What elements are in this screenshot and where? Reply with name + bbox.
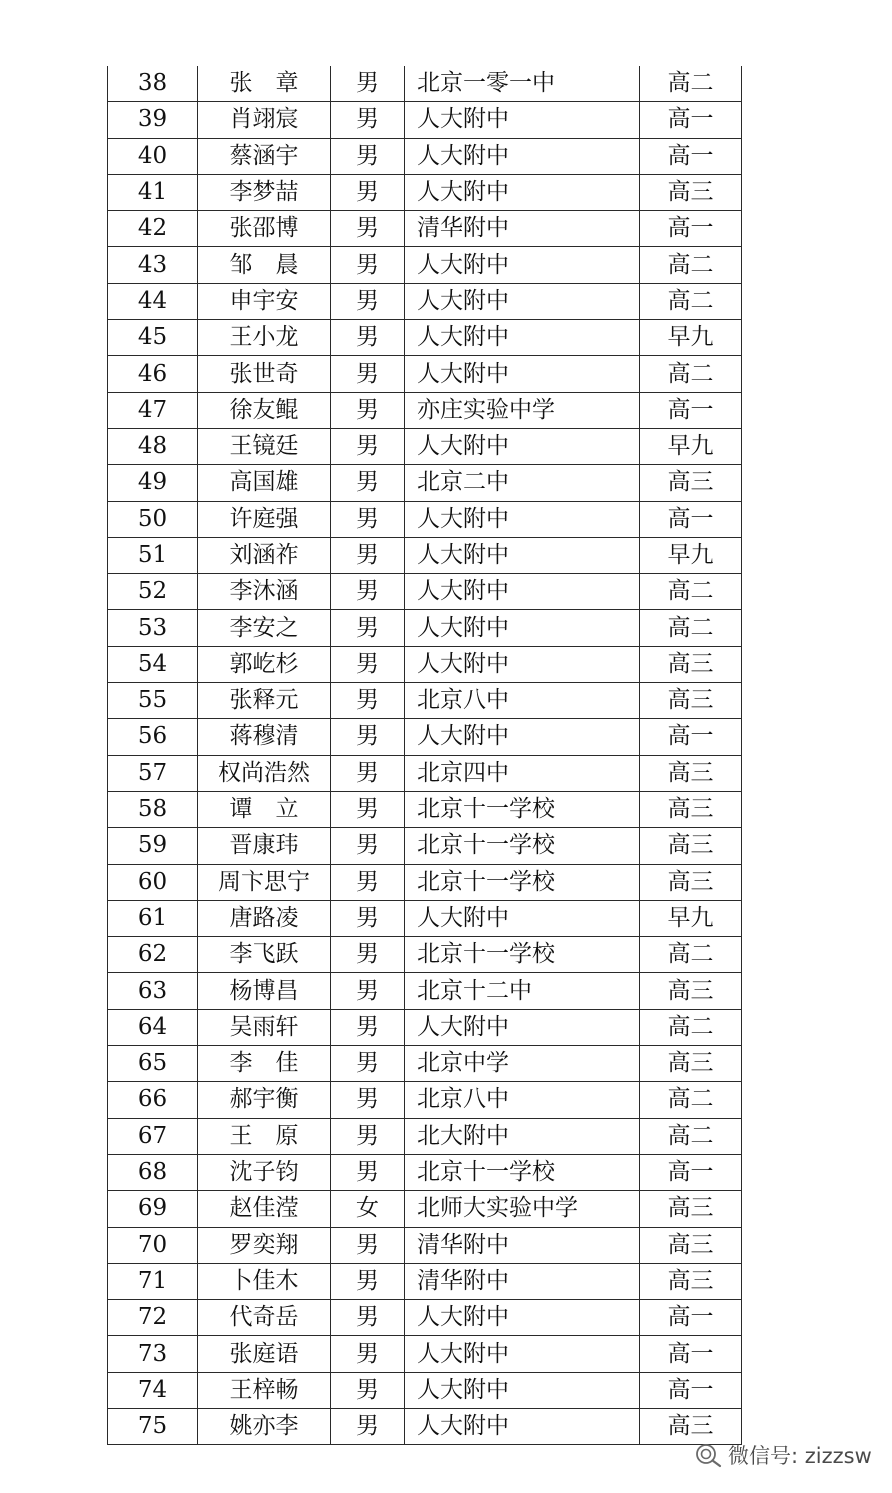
cell-gender: 男: [331, 428, 405, 464]
cell-grade: 高二: [640, 1009, 742, 1045]
cell-school: 北京一零一中: [405, 66, 640, 102]
table-row: [108, 574, 742, 610]
cell-name: 邹 晨: [198, 247, 331, 283]
cell-grade: 高三: [640, 1227, 742, 1263]
cell-name: 张庭语: [198, 1336, 331, 1372]
cell-gender: 男: [331, 791, 405, 827]
cell-number: 48: [108, 428, 198, 464]
cell-number: 71: [108, 1263, 198, 1299]
cell-name: 刘涵祚: [198, 537, 331, 573]
cell-gender: 男: [331, 211, 405, 247]
table-row: [108, 211, 742, 247]
cell-school: 人大附中: [405, 1009, 640, 1045]
cell-gender: 男: [331, 356, 405, 392]
cell-school: 北京二中: [405, 465, 640, 501]
cell-gender: 男: [331, 574, 405, 610]
cell-grade: 早九: [640, 428, 742, 464]
table-row: [108, 1300, 742, 1336]
cell-grade: 高三: [640, 1191, 742, 1227]
cell-gender: 男: [331, 683, 405, 719]
wechat-search-icon: [694, 1442, 724, 1468]
cell-name: 唐路凌: [198, 900, 331, 936]
cell-school: 北京十一学校: [405, 1154, 640, 1190]
cell-gender: 男: [331, 320, 405, 356]
cell-grade: 高三: [640, 864, 742, 900]
cell-number: 74: [108, 1372, 198, 1408]
table-row: [108, 937, 742, 973]
table-row: [108, 102, 742, 138]
cell-gender: 男: [331, 610, 405, 646]
cell-school: 北师大实验中学: [405, 1191, 640, 1227]
table-row: [108, 755, 742, 791]
cell-school: 人大附中: [405, 574, 640, 610]
cell-gender: 女: [331, 1191, 405, 1227]
table-row: [108, 66, 742, 102]
cell-grade: 高一: [640, 1372, 742, 1408]
cell-name: 李安之: [198, 610, 331, 646]
cell-school: 清华附中: [405, 211, 640, 247]
cell-number: 63: [108, 973, 198, 1009]
table-row: [108, 247, 742, 283]
cell-name: 高国雄: [198, 465, 331, 501]
cell-grade: 高一: [640, 392, 742, 428]
table-row: [108, 1118, 742, 1154]
cell-number: 66: [108, 1082, 198, 1118]
watermark: [694, 1440, 872, 1470]
cell-name: 沈子钧: [198, 1154, 331, 1190]
table-row: [108, 392, 742, 428]
table-row: [108, 501, 742, 537]
cell-number: 55: [108, 683, 198, 719]
cell-number: 42: [108, 211, 198, 247]
cell-number: 40: [108, 138, 198, 174]
cell-name: 徐友鲲: [198, 392, 331, 428]
cell-gender: 男: [331, 973, 405, 1009]
table-row: [108, 174, 742, 210]
cell-school: 清华附中: [405, 1263, 640, 1299]
cell-school: 清华附中: [405, 1227, 640, 1263]
cell-name: 张邵博: [198, 211, 331, 247]
cell-school: 北大附中: [405, 1118, 640, 1154]
cell-gender: 男: [331, 102, 405, 138]
cell-grade: 高三: [640, 646, 742, 682]
cell-gender: 男: [331, 283, 405, 319]
cell-name: 申宇安: [198, 283, 331, 319]
cell-gender: 男: [331, 1300, 405, 1336]
cell-number: 64: [108, 1009, 198, 1045]
cell-gender: 男: [331, 66, 405, 102]
table-row: [108, 537, 742, 573]
cell-name: 姚亦李: [198, 1408, 331, 1444]
cell-school: 北京十二中: [405, 973, 640, 1009]
cell-school: 人大附中: [405, 501, 640, 537]
cell-name: 王梓畅: [198, 1372, 331, 1408]
cell-grade: 高一: [640, 719, 742, 755]
table-row: [108, 138, 742, 174]
cell-gender: 男: [331, 465, 405, 501]
cell-grade: 高二: [640, 574, 742, 610]
cell-grade: 高一: [640, 501, 742, 537]
cell-grade: 高二: [640, 66, 742, 102]
cell-name: 王 原: [198, 1118, 331, 1154]
cell-gender: 男: [331, 1046, 405, 1082]
cell-gender: 男: [331, 1336, 405, 1372]
cell-school: 北京中学: [405, 1046, 640, 1082]
cell-name: 张世奇: [198, 356, 331, 392]
cell-number: 47: [108, 392, 198, 428]
cell-number: 43: [108, 247, 198, 283]
table-row: [108, 1372, 742, 1408]
cell-gender: 男: [331, 864, 405, 900]
cell-number: 39: [108, 102, 198, 138]
cell-number: 59: [108, 828, 198, 864]
cell-gender: 男: [331, 719, 405, 755]
cell-name: 吴雨轩: [198, 1009, 331, 1045]
cell-number: 62: [108, 937, 198, 973]
cell-gender: 男: [331, 501, 405, 537]
cell-name: 李飞跃: [198, 937, 331, 973]
table-row: [108, 719, 742, 755]
cell-school: 人大附中: [405, 102, 640, 138]
cell-name: 罗奕翔: [198, 1227, 331, 1263]
table-row: [108, 900, 742, 936]
cell-name: 许庭强: [198, 501, 331, 537]
cell-number: 58: [108, 791, 198, 827]
cell-school: 人大附中: [405, 646, 640, 682]
cell-grade: 高三: [640, 973, 742, 1009]
cell-school: 亦庄实验中学: [405, 392, 640, 428]
cell-grade: 高二: [640, 937, 742, 973]
cell-grade: 高三: [640, 683, 742, 719]
cell-name: 晋康玮: [198, 828, 331, 864]
cell-gender: 男: [331, 900, 405, 936]
cell-school: 北京八中: [405, 1082, 640, 1118]
cell-gender: 男: [331, 1372, 405, 1408]
cell-grade: 高三: [640, 1408, 742, 1444]
cell-name: 李梦喆: [198, 174, 331, 210]
cell-number: 49: [108, 465, 198, 501]
cell-school: 人大附中: [405, 320, 640, 356]
cell-gender: 男: [331, 646, 405, 682]
cell-grade: 高三: [640, 791, 742, 827]
table-row: [108, 828, 742, 864]
cell-name: 张 章: [198, 66, 331, 102]
cell-gender: 男: [331, 138, 405, 174]
cell-grade: 高二: [640, 1082, 742, 1118]
cell-grade: 高二: [640, 1118, 742, 1154]
table-row: [108, 1263, 742, 1299]
table-row: [108, 356, 742, 392]
cell-gender: 男: [331, 1263, 405, 1299]
cell-number: 67: [108, 1118, 198, 1154]
cell-gender: 男: [331, 1118, 405, 1154]
cell-number: 51: [108, 537, 198, 573]
cell-grade: 高一: [640, 1154, 742, 1190]
cell-school: 人大附中: [405, 1408, 640, 1444]
cell-name: 代奇岳: [198, 1300, 331, 1336]
table-row: [108, 1009, 742, 1045]
cell-school: 北京十一学校: [405, 864, 640, 900]
cell-number: 70: [108, 1227, 198, 1263]
table-row: [108, 465, 742, 501]
cell-grade: 高三: [640, 828, 742, 864]
cell-gender: 男: [331, 1082, 405, 1118]
table-row: [108, 1154, 742, 1190]
cell-number: 65: [108, 1046, 198, 1082]
cell-grade: 高三: [640, 174, 742, 210]
cell-grade: 高二: [640, 610, 742, 646]
table-row: [108, 973, 742, 1009]
cell-name: 周卞思宁: [198, 864, 331, 900]
cell-name: 卜佳木: [198, 1263, 331, 1299]
cell-name: 王镜廷: [198, 428, 331, 464]
cell-number: 60: [108, 864, 198, 900]
cell-grade: 高三: [640, 1046, 742, 1082]
cell-grade: 高二: [640, 356, 742, 392]
table-row: [108, 1227, 742, 1263]
roster-body: [108, 66, 742, 1445]
cell-number: 68: [108, 1154, 198, 1190]
table-row: [108, 283, 742, 319]
cell-name: 郝宇衡: [198, 1082, 331, 1118]
cell-number: 54: [108, 646, 198, 682]
cell-grade: 高二: [640, 283, 742, 319]
table-row: [108, 1336, 742, 1372]
cell-grade: 早九: [640, 900, 742, 936]
cell-school: 人大附中: [405, 174, 640, 210]
table-row: [108, 428, 742, 464]
cell-school: 人大附中: [405, 247, 640, 283]
cell-grade: 早九: [640, 320, 742, 356]
cell-number: 61: [108, 900, 198, 936]
cell-school: 人大附中: [405, 1300, 640, 1336]
cell-number: 50: [108, 501, 198, 537]
cell-name: 杨博昌: [198, 973, 331, 1009]
cell-grade: 高一: [640, 102, 742, 138]
cell-name: 李沐涵: [198, 574, 331, 610]
cell-school: 人大附中: [405, 1372, 640, 1408]
cell-school: 人大附中: [405, 610, 640, 646]
cell-grade: 早九: [640, 537, 742, 573]
cell-grade: 高二: [640, 247, 742, 283]
table-row: [108, 791, 742, 827]
cell-grade: 高三: [640, 755, 742, 791]
table-row: [108, 646, 742, 682]
cell-school: 北京四中: [405, 755, 640, 791]
cell-name: 蔡涵宇: [198, 138, 331, 174]
cell-school: 人大附中: [405, 356, 640, 392]
cell-gender: 男: [331, 937, 405, 973]
cell-gender: 男: [331, 174, 405, 210]
roster-table: [107, 66, 742, 1445]
cell-number: 38: [108, 66, 198, 102]
table-row: [108, 864, 742, 900]
cell-number: 52: [108, 574, 198, 610]
cell-name: 肖翊宸: [198, 102, 331, 138]
cell-name: 赵佳滢: [198, 1191, 331, 1227]
cell-number: 53: [108, 610, 198, 646]
cell-name: 王小龙: [198, 320, 331, 356]
cell-gender: 男: [331, 828, 405, 864]
cell-number: 72: [108, 1300, 198, 1336]
cell-school: 北京十一学校: [405, 791, 640, 827]
cell-grade: 高一: [640, 1336, 742, 1372]
table-row: [108, 1191, 742, 1227]
cell-name: 谭 立: [198, 791, 331, 827]
cell-school: 人大附中: [405, 719, 640, 755]
cell-gender: 男: [331, 537, 405, 573]
cell-name: 蒋穆清: [198, 719, 331, 755]
cell-gender: 男: [331, 1154, 405, 1190]
cell-name: 权尚浩然: [198, 755, 331, 791]
cell-school: 人大附中: [405, 283, 640, 319]
cell-school: 北京十一学校: [405, 828, 640, 864]
cell-school: 北京十一学校: [405, 937, 640, 973]
cell-number: 69: [108, 1191, 198, 1227]
cell-name: 郭屹杉: [198, 646, 331, 682]
cell-name: 张释元: [198, 683, 331, 719]
cell-school: 人大附中: [405, 138, 640, 174]
cell-gender: 男: [331, 392, 405, 428]
cell-number: 45: [108, 320, 198, 356]
watermark-text: 微信号: zizzsw: [728, 1444, 872, 1468]
cell-school: 北京八中: [405, 683, 640, 719]
cell-gender: 男: [331, 1227, 405, 1263]
cell-school: 人大附中: [405, 537, 640, 573]
cell-gender: 男: [331, 247, 405, 283]
cell-gender: 男: [331, 755, 405, 791]
cell-grade: 高一: [640, 138, 742, 174]
cell-number: 44: [108, 283, 198, 319]
cell-number: 56: [108, 719, 198, 755]
cell-grade: 高一: [640, 211, 742, 247]
cell-name: 李 佳: [198, 1046, 331, 1082]
cell-grade: 高三: [640, 1263, 742, 1299]
cell-grade: 高一: [640, 1300, 742, 1336]
cell-gender: 男: [331, 1408, 405, 1444]
table-row: [108, 1408, 742, 1444]
cell-school: 人大附中: [405, 428, 640, 464]
cell-school: 人大附中: [405, 1336, 640, 1372]
table-row: [108, 1082, 742, 1118]
cell-number: 73: [108, 1336, 198, 1372]
table-row: [108, 610, 742, 646]
cell-school: 人大附中: [405, 900, 640, 936]
cell-gender: 男: [331, 1009, 405, 1045]
cell-number: 46: [108, 356, 198, 392]
cell-number: 75: [108, 1408, 198, 1444]
table-row: [108, 683, 742, 719]
table-row: [108, 320, 742, 356]
cell-number: 41: [108, 174, 198, 210]
cell-grade: 高三: [640, 465, 742, 501]
table-row: [108, 1046, 742, 1082]
cell-number: 57: [108, 755, 198, 791]
